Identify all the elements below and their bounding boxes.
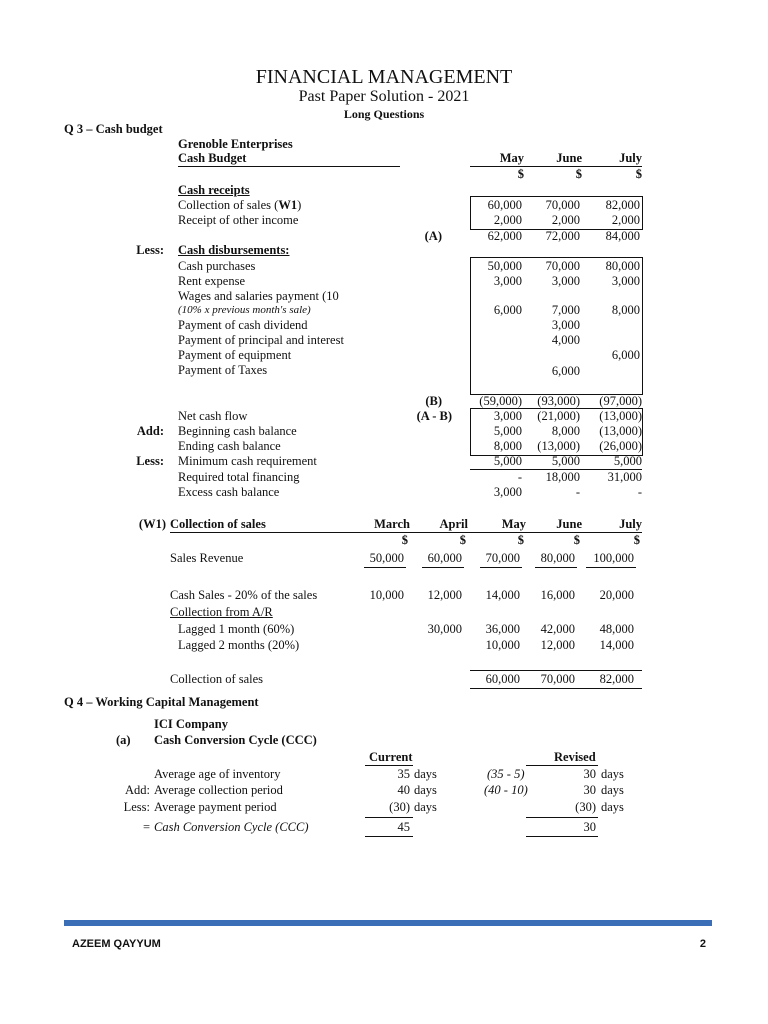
w1-sales-value: 60,000 <box>427 551 462 565</box>
q4-total-current: 45 <box>397 820 410 834</box>
q4-part-title: Cash Conversion Cycle (CCC) <box>154 733 317 747</box>
q3-doc-title: Cash Budget <box>178 151 247 165</box>
total-a-value: 72,000 <box>545 229 580 243</box>
total-b-value: (59,000) <box>479 394 522 408</box>
q3-currency: $ <box>575 167 582 181</box>
bottom-value: 31,000 <box>607 470 642 484</box>
w1-month: June <box>556 517 582 531</box>
bottom-value: 5,000 <box>493 454 522 468</box>
disb-label: Payment of cash dividend <box>178 318 308 332</box>
bottom-label: Minimum cash requirement <box>178 454 317 468</box>
w1-sales-label: Sales Revenue <box>170 551 244 565</box>
total-b-tag: (B) <box>425 394 442 408</box>
w1-sales-rule <box>586 567 636 568</box>
disb-label-note: (10% x previous month's sale) <box>178 304 311 316</box>
q4-row-current: 35 <box>397 767 410 781</box>
receipt-label: Collection of sales (W1) <box>178 198 302 212</box>
disb-value: 3,000 <box>551 274 580 288</box>
bottom-value: 5,000 <box>551 454 580 468</box>
disb-value: 6,000 <box>493 303 522 317</box>
w1-lag2-value: 12,000 <box>540 638 575 652</box>
disb-value: 70,000 <box>545 259 580 273</box>
w1-sales-value: 70,000 <box>485 551 520 565</box>
bottom-label: Beginning cash balance <box>178 424 297 438</box>
disb-value: 6,000 <box>611 348 640 362</box>
bottom-value: 3,000 <box>493 485 522 499</box>
q4-heading: Q 4 – Working Capital Management <box>64 695 259 709</box>
q4-row-label: Average payment period <box>154 800 277 814</box>
w1-sales-rule <box>422 567 464 568</box>
w1-lag1-value: 48,000 <box>599 622 634 636</box>
q4-total-prefix: = <box>142 820 150 834</box>
disb-label: Wages and salaries payment (10 <box>178 289 339 303</box>
q4-row-calc: (35 - 5) <box>487 767 525 781</box>
disbursements-heading: Cash disbursements: <box>178 243 290 257</box>
q3-heading: Q 3 – Cash budget <box>64 122 163 136</box>
bottom-value: 5,000 <box>493 424 522 438</box>
w1-tag: (W1) <box>138 517 166 531</box>
disb-value: 3,000 <box>611 274 640 288</box>
bottom-value: 8,000 <box>551 424 580 438</box>
w1-heading: Collection of sales <box>170 517 266 531</box>
w1-total-value: 70,000 <box>540 672 575 686</box>
bottom-value: (13,000) <box>599 424 642 438</box>
disb-value: 50,000 <box>487 259 522 273</box>
w1-cash-value: 14,000 <box>485 588 520 602</box>
disb-value: 4,000 <box>551 333 580 347</box>
q4-row-revised: 30 <box>583 767 596 781</box>
bottom-value: (13,000) <box>599 409 642 423</box>
q4-row-label: Average age of inventory <box>154 767 281 781</box>
q4-current-rule <box>365 765 413 766</box>
section-title: Long Questions <box>343 107 425 121</box>
total-a-value: 84,000 <box>605 229 640 243</box>
q4-col-current: Current <box>369 750 413 764</box>
w1-month: May <box>501 517 526 531</box>
q4-row-current: 40 <box>397 783 410 797</box>
bottom-label: Net cash flow <box>178 409 248 423</box>
w1-total-value: 82,000 <box>599 672 634 686</box>
q4-row-revised: 30 <box>583 783 596 797</box>
q4-row-unit: days <box>601 800 624 814</box>
w1-sales-rule <box>480 567 522 568</box>
q3-month-july: July <box>619 151 642 165</box>
q4-row-unit: days <box>601 767 624 781</box>
receipt-value: 60,000 <box>487 198 522 212</box>
w1-cash-value: 20,000 <box>599 588 634 602</box>
q4-row-unit: days <box>414 767 437 781</box>
total-b-value: (93,000) <box>537 394 580 408</box>
q4-row-current: (30) <box>389 800 410 814</box>
footer-page-number: 2 <box>699 938 706 950</box>
receipt-value: 2,000 <box>611 213 640 227</box>
total-b-value: (97,000) <box>599 394 642 408</box>
w1-currency: $ <box>459 533 466 547</box>
q4-row-prefix: Less: <box>123 800 150 814</box>
total-a-tag: (A) <box>424 229 442 243</box>
q4-total-rule-top <box>365 817 413 818</box>
w1-sales-rule <box>364 567 406 568</box>
q3-month-may: May <box>499 151 524 165</box>
w1-lag1-value: 30,000 <box>427 622 462 636</box>
w1-lag1-label: Lagged 1 month (60%) <box>178 622 295 636</box>
w1-ar-label: Collection from A/R <box>170 605 273 619</box>
q4-col-revised: Revised <box>554 750 596 764</box>
page-title: FINANCIAL MANAGEMENT <box>255 66 513 88</box>
w1-cash-value: 16,000 <box>540 588 575 602</box>
disb-value: 8,000 <box>611 303 640 317</box>
q4-total-revised: 30 <box>583 820 596 834</box>
less-label: Less: <box>136 454 164 468</box>
w1-currency: $ <box>401 533 408 547</box>
w1-currency: $ <box>573 533 580 547</box>
footer-author: AZEEM QAYYUM <box>72 938 161 950</box>
less-label: Less: <box>136 243 164 257</box>
q4-total-label: Cash Conversion Cycle (CCC) <box>154 820 309 834</box>
disb-label: Rent expense <box>178 274 245 288</box>
w1-sales-value: 100,000 <box>593 551 634 565</box>
bottom-value: - <box>637 485 642 499</box>
bottom-value: (13,000) <box>537 439 580 453</box>
q3-currency: $ <box>635 167 642 181</box>
footer-bar <box>64 920 712 926</box>
w1-total-rule-top <box>470 670 642 671</box>
bottom-value: 8,000 <box>493 439 522 453</box>
disb-label: Payment of Taxes <box>178 363 268 377</box>
w1-cash-value: 12,000 <box>427 588 462 602</box>
q4-total-rule-top <box>526 817 598 818</box>
q4-revised-rule <box>526 765 598 766</box>
bottom-label: Required total financing <box>178 470 300 484</box>
disb-label: Payment of principal and interest <box>178 333 344 347</box>
bottom-value: (21,000) <box>537 409 580 423</box>
w1-lag1-value: 42,000 <box>540 622 575 636</box>
w1-month: July <box>619 517 642 531</box>
q3-title-rule <box>178 166 400 167</box>
q4-row-revised: (30) <box>575 800 596 814</box>
w1-total-value: 60,000 <box>485 672 520 686</box>
q3-currency: $ <box>517 167 524 181</box>
w1-lag2-label: Lagged 2 months (20%) <box>178 638 300 652</box>
w1-total-rule-bottom <box>470 688 642 689</box>
page-subtitle: Past Paper Solution - 2021 <box>298 88 470 105</box>
q4-row-unit: days <box>414 783 437 797</box>
disb-label: Cash purchases <box>178 259 256 273</box>
receipt-label: Receipt of other income <box>178 213 299 227</box>
disb-value: 3,000 <box>493 274 522 288</box>
w1-currency: $ <box>633 533 640 547</box>
q4-row-unit: days <box>601 783 624 797</box>
disb-value: 80,000 <box>605 259 640 273</box>
q3-company: Grenoble Enterprises <box>178 137 293 151</box>
q3-month-june: June <box>556 151 582 165</box>
w1-sales-value: 50,000 <box>369 551 404 565</box>
receipt-value: 70,000 <box>545 198 580 212</box>
q4-part: (a) <box>116 733 131 747</box>
total-a-value: 62,000 <box>487 229 522 243</box>
w1-cash-label: Cash Sales - 20% of the sales <box>170 588 318 602</box>
q4-total-rule-bottom <box>365 836 413 837</box>
w1-cash-value: 10,000 <box>369 588 404 602</box>
disb-value: 6,000 <box>551 364 580 378</box>
q4-row-prefix: Add: <box>125 783 150 797</box>
q4-row-unit: days <box>414 800 437 814</box>
bottom-label: Ending cash balance <box>178 439 281 453</box>
q4-company: ICI Company <box>154 717 228 731</box>
w1-lag1-value: 36,000 <box>485 622 520 636</box>
q4-total-rule-bottom <box>526 836 598 837</box>
w1-month: March <box>374 517 410 531</box>
receipt-value: 2,000 <box>551 213 580 227</box>
bottom-value: 18,000 <box>545 470 580 484</box>
receipt-value: 82,000 <box>605 198 640 212</box>
bottom-value: 5,000 <box>613 454 642 468</box>
add-label: Add: <box>136 424 164 438</box>
bottom-value: - <box>575 485 580 499</box>
disb-value: 3,000 <box>551 318 580 332</box>
w1-sales-rule <box>535 567 577 568</box>
bottom-label: Excess cash balance <box>178 485 280 499</box>
bottom-value: - <box>517 470 522 484</box>
w1-lag2-value: 14,000 <box>599 638 634 652</box>
bottom-value: 3,000 <box>493 409 522 423</box>
w1-sales-value: 80,000 <box>540 551 575 565</box>
w1-total-label: Collection of sales <box>170 672 264 686</box>
w1-currency: $ <box>517 533 524 547</box>
bottom-value: (26,000) <box>599 439 642 453</box>
w1-lag2-value: 10,000 <box>485 638 520 652</box>
receipt-value: 2,000 <box>493 213 522 227</box>
q4-row-label: Average collection period <box>154 783 283 797</box>
disb-value: 7,000 <box>551 303 580 317</box>
receipts-heading: Cash receipts <box>178 183 250 197</box>
q4-row-calc: (40 - 10) <box>484 783 528 797</box>
disb-label: Payment of equipment <box>178 348 292 362</box>
net-cash-tag: (A - B) <box>416 409 452 423</box>
w1-month: April <box>439 517 468 531</box>
